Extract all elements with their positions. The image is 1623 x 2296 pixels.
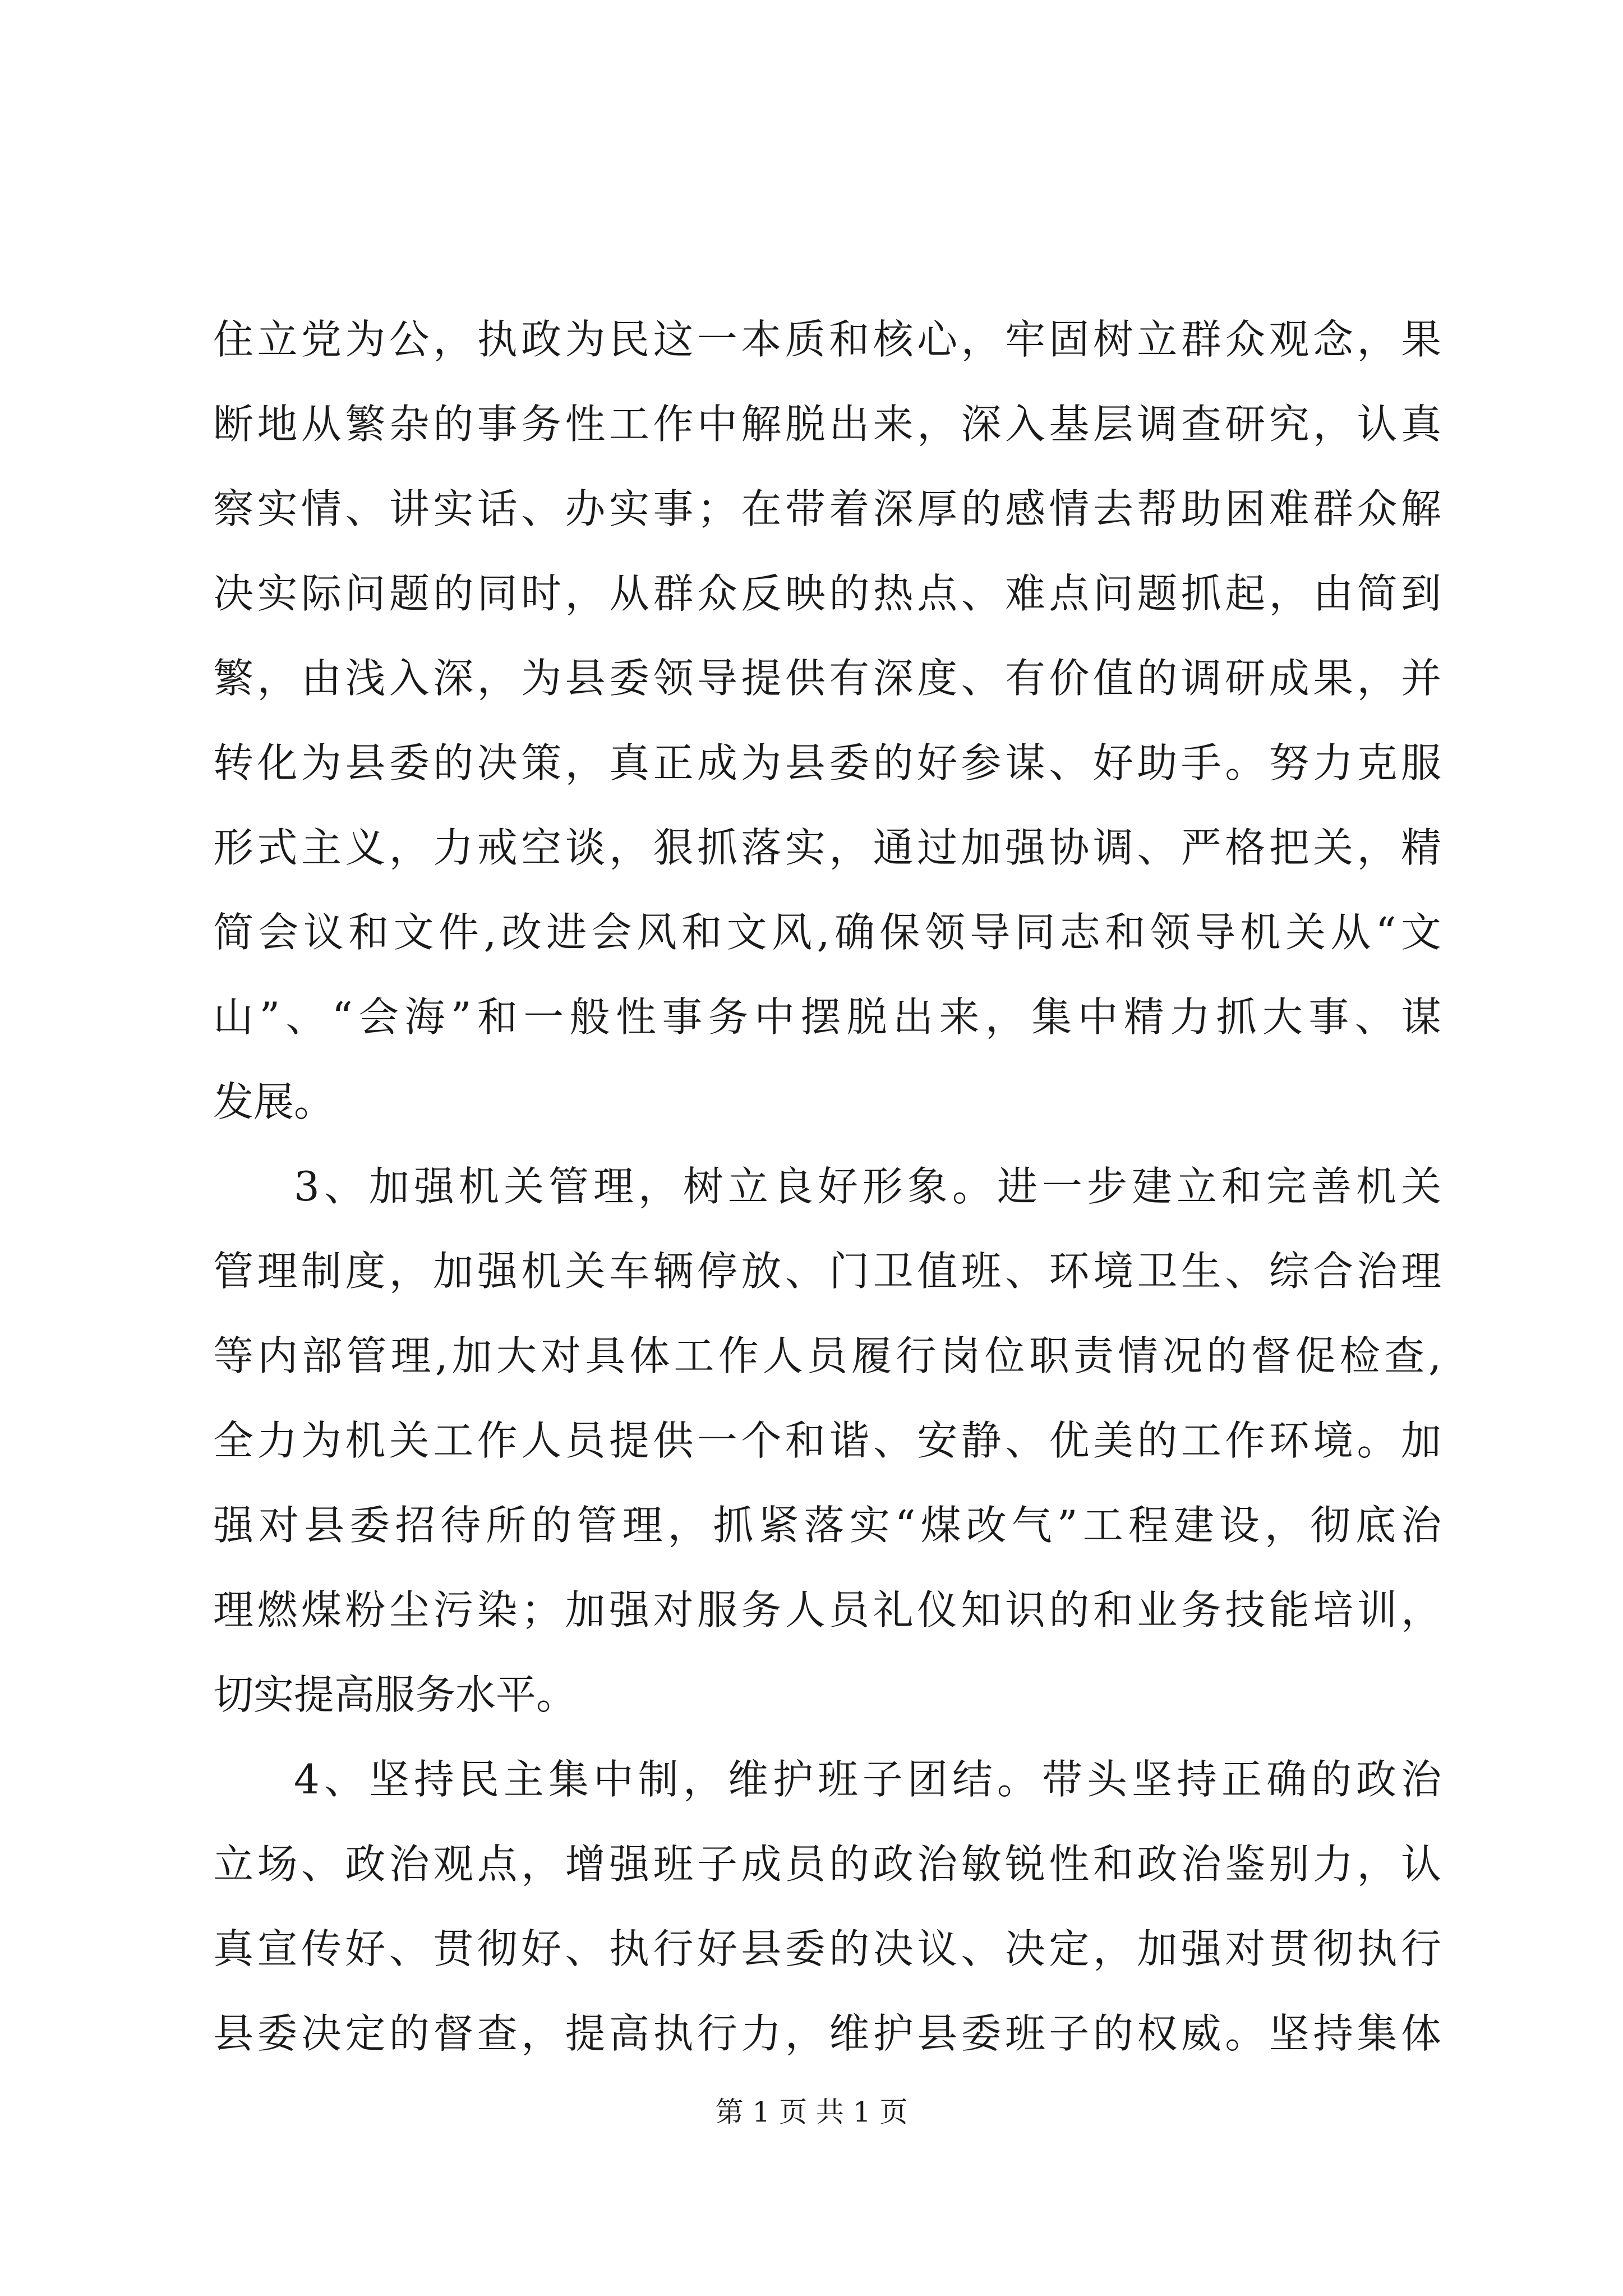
paragraph-4-first-line: 4、坚持民主集中制，维护班子团结。带头坚持正确的政治: [294, 1756, 1441, 1803]
text-line: 管理制度，加强机关车辆停放、门卫值班、环境卫生、综合治理: [213, 1248, 1441, 1295]
text-line: 山”、“会海”和一般性事务中摆脱出来，集中精力抓大事、谋: [213, 993, 1441, 1041]
text-line: 繁，由浅入深，为县委领导提供有深度、有价值的调研成果，并: [213, 655, 1441, 702]
text-line: 简会议和文件,改进会风和文风,确保领导同志和领导机关从“文: [213, 909, 1441, 956]
text-line: 察实情、讲实话、办实事；在带着深厚的感情去帮助困难群众解: [213, 485, 1441, 532]
text-line: 理燃煤粉尘污染；加强对服务人员礼仪知识的和业务技能培训，: [213, 1586, 1441, 1634]
text-line: 等内部管理,加大对具体工作人员履行岗位职责情况的督促检查,: [213, 1332, 1441, 1379]
paragraph-3-first-line: 3、加强机关管理，树立良好形象。进一步建立和完善机关: [294, 1163, 1441, 1210]
text-line: 真宣传好、贯彻好、执行好县委的决议、决定，加强对贯彻执行: [213, 1925, 1441, 1972]
text-line: 转化为县委的决策，真正成为县委的好参谋、好助手。努力克服: [213, 739, 1441, 786]
text-line: 断地从繁杂的事务性工作中解脱出来，深入基层调查研究，认真: [213, 401, 1441, 448]
text-line: 决实际问题的同时，从群众反映的热点、难点问题抓起，由简到: [213, 570, 1441, 617]
text-line: 切实提高服务水平。: [213, 1671, 577, 1718]
text-line: 县委决定的督查，提高执行力，维护县委班子的权威。坚持集体: [213, 2010, 1441, 2057]
text-line: 全力为机关工作人员提供一个和谐、安静、优美的工作环境。加: [213, 1417, 1441, 1464]
text-line: 强对县委招待所的管理，抓紧落实“煤改气”工程建设，彻底治: [213, 1502, 1441, 1549]
text-line: 住立党为公，执政为民这一本质和核心，牢固树立群众观念，果: [213, 316, 1441, 363]
page-footer: 第 1 页 共 1 页: [715, 2096, 908, 2128]
text-line: 立场、政治观点，增强班子成员的政治敏锐性和政治鉴别力，认: [213, 1841, 1441, 1888]
text-line: 形式主义，力戒空谈，狠抓落实，通过加强协调、严格把关，精: [213, 824, 1441, 871]
document-body: [213, 297, 1441, 2076]
text-line: 发展。: [213, 1078, 335, 1125]
